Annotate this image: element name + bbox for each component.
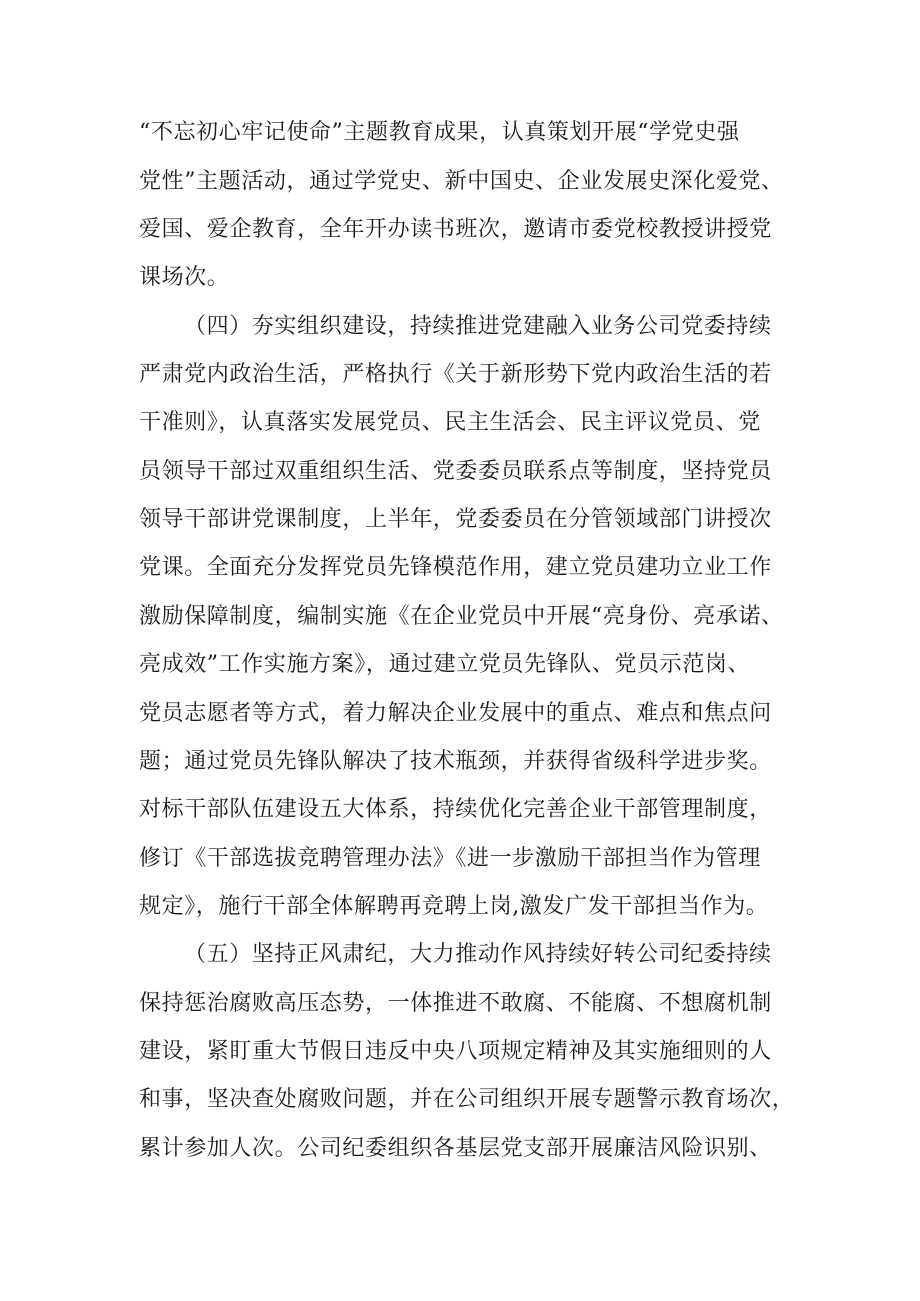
text-line: “不忘初心牢记使命”主题教育成果，认真策划开展“学党史强 [139, 120, 740, 145]
text-line: 亮成效”工作实施方案》，通过建立党员先锋队、党员示范岗、 [139, 652, 751, 677]
text-line: 党课。全面充分发挥党员先锋模范作用，建立党员建功立业工作 [139, 555, 772, 580]
text-line: 激励保障制度，编制实施《在企业党员中开展“亮身份、亮承诺、 [139, 604, 784, 629]
text-line: 党性”主题活动，通过学党史、新中国史、企业发展史深化爱党、 [139, 169, 784, 194]
text-line: 规定》，施行干部全体解聘再竞聘上岗,激发广发干部担当作为。 [139, 894, 769, 919]
paragraph-heading-5: （五）坚持正风肃纪，大力推动作风持续好转公司纪委持续 [184, 942, 772, 967]
text-line: 修订《干部选拔竞聘管理办法》《进一步激励干部担当作为管理 [139, 846, 761, 871]
text-line: 累计参加人次。公司纪委组织各基层党支部开展廉洁风险识别、 [139, 1136, 772, 1161]
text-line: 课场次。 [139, 265, 230, 290]
paragraph-heading-4: （四）夯实组织建设，持续推进党建融入业务公司党委持续 [184, 314, 772, 339]
text-line: 干准则》，认真落实发展党员、民主生活会、民主评议党员、党 [139, 410, 761, 435]
text-line: 员领导干部过双重组织生活、党委委员联系点等制度，坚持党员 [139, 459, 772, 484]
text-line: 和事，坚决查处腐败问题，并在公司组织开展专题警示教育场次， [139, 1087, 795, 1112]
text-line: 保持惩治腐败高压态势，一体推进不敢腐、不能腐、不想腐机制 [139, 991, 772, 1016]
text-line: 建设，紧盯重大节假日违反中央八项规定精神及其实施细则的人 [139, 1039, 772, 1064]
text-line: 爱国、爱企教育，全年开办读书班次，邀请市委党校教授讲授党 [139, 217, 772, 242]
text-line: 题；通过党员先锋队解决了技术瓶颈，并获得省级科学进步奖。 [139, 749, 772, 774]
text-line: 党员志愿者等方式，着力解决企业发展中的重点、难点和焦点问 [139, 701, 772, 726]
text-line: 对标干部队伍建设五大体系，持续优化完善企业干部管理制度， [139, 797, 772, 822]
text-line: 严肃党内政治生活，严格执行《关于新形势下党内政治生活的若 [139, 362, 772, 387]
text-line: 领导干部讲党课制度，上半年，党委委员在分管领域部门讲授次 [139, 507, 772, 532]
